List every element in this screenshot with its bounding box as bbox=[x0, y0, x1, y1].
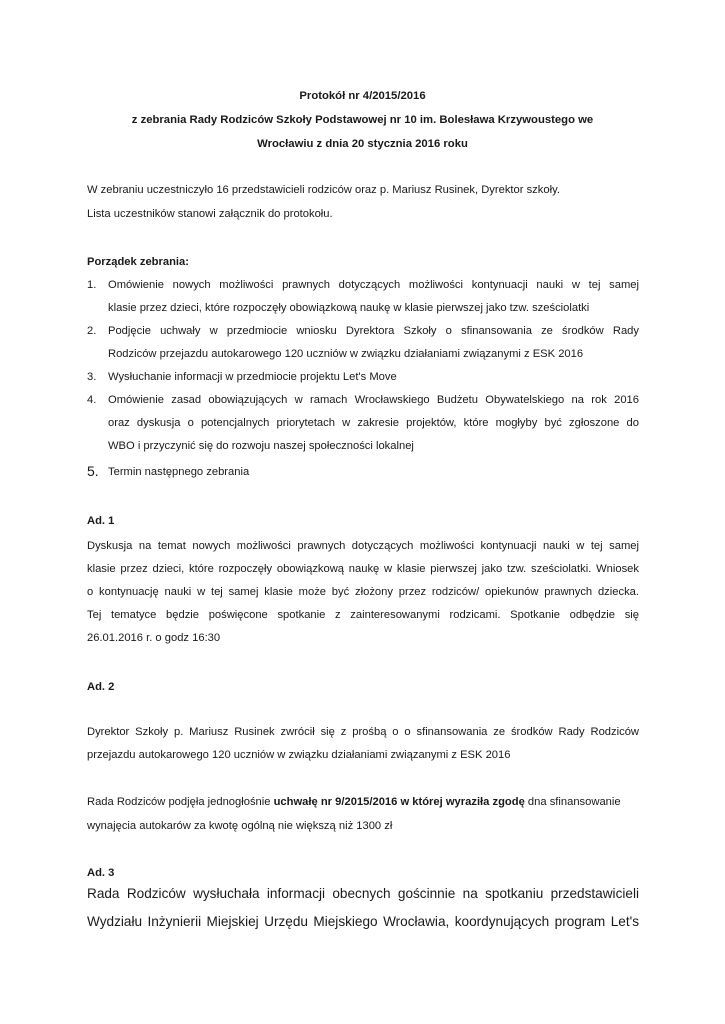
resolution-text: Rada Rodziców podjęła jednogłośnie bbox=[87, 796, 274, 808]
agenda-item-line: WBO i przyczynić się do rozwoju naszej społeczności lokalnej bbox=[108, 440, 414, 452]
resolution-line bbox=[87, 796, 621, 808]
agenda-item-line: Rodziców przejazdu autokarowego 120 uczniów w związku działaniami związanymi z ESK 2016 bbox=[108, 348, 584, 360]
section-heading-ad1: Ad. 1 bbox=[87, 515, 115, 527]
paragraph-line: o kontynuację nauki w tej samej klasie może być złożony przez rodziców/ opiekunów prawnych dziecka. bbox=[87, 586, 639, 598]
agenda-item-line: oraz dyskusja o potencjalnych priorytetach w zakresie projektów, które mogłyby być zgłoszone do bbox=[108, 417, 639, 429]
agenda-item-number: 1. bbox=[87, 279, 97, 291]
document-subtitle-line-1: z zebrania Rady Rodziców Szkoły Podstawowej nr 10 im. Bolesława Krzywoustego we bbox=[131, 114, 594, 126]
agenda-item-number: 5. bbox=[87, 463, 99, 479]
agenda-item-line: Termin następnego zebrania bbox=[108, 466, 250, 478]
paragraph-line: Wydziału Inżynierii Miejskiej Urzędu Miejskiego Wrocławia, koordynujących program Let's bbox=[87, 914, 639, 929]
paragraph-line: 26.01.2016 r. o godz 16:30 bbox=[87, 632, 221, 644]
paragraph-line: Rada Rodziców wysłuchała informacji obecnych gościnnie na spotkaniu przedstawicieli bbox=[87, 886, 639, 901]
resolution-text: dna sfinansowanie bbox=[524, 796, 621, 808]
paragraph-line: Tej tematyce będzie poświęcone spotkanie z zainteresowanymi rodzicami. Spotkanie odbędzie się bbox=[87, 609, 639, 621]
agenda-item-line: Omówienie zasad obowiązujących w ramach Wrocławskiego Budżetu Obywatelskiego na rok 2016 bbox=[108, 394, 639, 406]
agenda-item-number: 4. bbox=[87, 394, 97, 406]
intro-line: Lista uczestników stanowi załącznik do protokołu. bbox=[87, 208, 333, 220]
paragraph-line: przejazdu autokarowego 120 uczniów w związku działaniami związanymi z ESK 2016 bbox=[87, 749, 511, 761]
agenda-item-line: Podjęcie uchwały w przedmiocie wniosku Dyrektora Szkoły o sfinansowania ze środków Rady bbox=[108, 325, 639, 337]
document-title: Protokół nr 4/2015/2016 bbox=[299, 90, 426, 102]
paragraph-line: Dyrektor Szkoły p. Mariusz Rusinek zwrócił się z prośbą o o sfinansowania ze środków Rady Rodziców bbox=[87, 726, 639, 738]
agenda-item-line: klasie przez dzieci, które rozpoczęły obowiązkową naukę w klasie pierwszej jako tzw. sześciolatki bbox=[108, 302, 590, 314]
paragraph-line: Dyskusja na temat nowych możliwości prawnych dotyczących możliwości kontynuacji nauki w tej samej bbox=[87, 540, 639, 552]
agenda-item-line: Wysłuchanie informacji w przedmiocie projektu Let's Move bbox=[108, 371, 397, 383]
paragraph-line: wynajęcia autokarów za kwotę ogólną nie większą niż 1300 zł bbox=[87, 820, 393, 832]
agenda-heading: Porządek zebrania: bbox=[87, 256, 189, 268]
section-heading-ad2: Ad. 2 bbox=[87, 681, 115, 693]
paragraph-line: klasie przez dzieci, które rozpoczęły obowiązkową naukę w klasie pierwszej jako tzw. sześciolatki. Wniosek bbox=[87, 563, 639, 575]
agenda-item-number: 3. bbox=[87, 371, 97, 383]
agenda-item-line: Omówienie nowych możliwości prawnych dotyczących możliwości kontynuacji nauki w tej samej bbox=[108, 279, 639, 291]
intro-line: W zebraniu uczestniczyło 16 przedstawicieli rodziców oraz p. Mariusz Rusinek, Dyrektor szkoły. bbox=[87, 184, 560, 196]
resolution-number: uchwałę nr 9/2015/2016 w której wyraziła zgodę bbox=[273, 796, 525, 808]
section-heading-ad3: Ad. 3 bbox=[87, 867, 115, 879]
document-subtitle-line-2: Wrocławiu z dnia 20 stycznia 2016 roku bbox=[257, 138, 468, 150]
agenda-item-number: 2. bbox=[87, 325, 97, 337]
